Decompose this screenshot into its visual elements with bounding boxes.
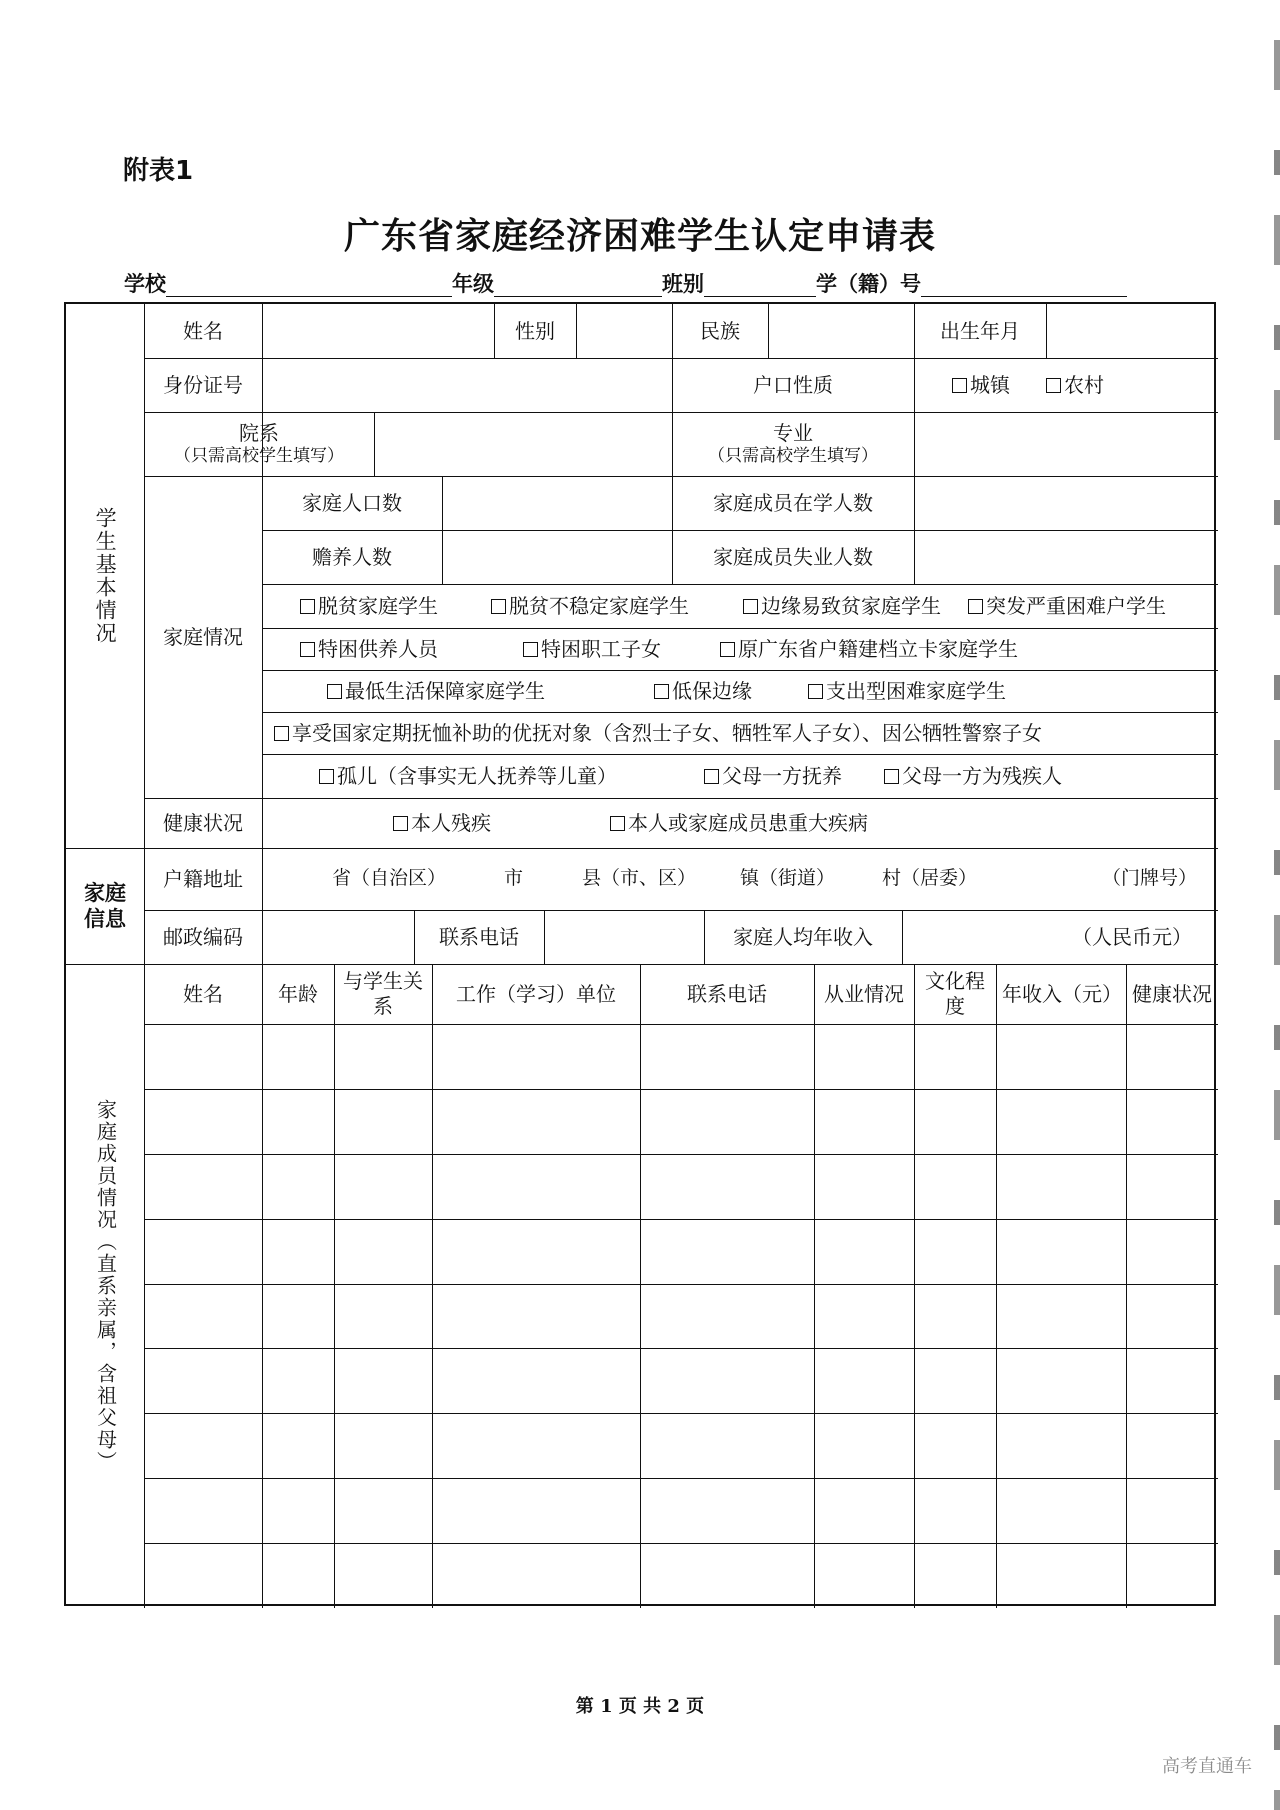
- unemployed-label: 家庭成员失业人数: [713, 544, 873, 569]
- member-col-name-cell[interactable]: [144, 1478, 262, 1543]
- member-col-relation-cell[interactable]: [334, 1284, 432, 1349]
- member-col-employment-cell[interactable]: [814, 1284, 914, 1349]
- member-col-education-cell[interactable]: [914, 1219, 996, 1284]
- member-col-age-cell[interactable]: [262, 1219, 334, 1284]
- member-col-workplace-cell[interactable]: [432, 1543, 640, 1608]
- section-members-label: 家庭成员情况（直系亲属，含祖父母）: [93, 1099, 118, 1473]
- member-col-health: 健康状况: [1132, 981, 1212, 1006]
- situation-row-1: [262, 584, 1218, 628]
- member-col-employment-cell[interactable]: [814, 1543, 914, 1608]
- member-col-workplace-cell[interactable]: [432, 1154, 640, 1219]
- member-col-phone-cell[interactable]: [640, 1284, 814, 1349]
- checkbox-icon[interactable]: [393, 816, 408, 831]
- member-col-workplace-cell[interactable]: [432, 1284, 640, 1349]
- member-col-workplace-cell[interactable]: [432, 1219, 640, 1284]
- major-note: （只需高校学生填写）: [708, 445, 878, 466]
- member-col-name-cell[interactable]: [144, 1284, 262, 1349]
- member-col-phone-cell[interactable]: [640, 1348, 814, 1413]
- health-label: 健康状况: [163, 810, 243, 835]
- member-col-name-cell[interactable]: [144, 1089, 262, 1154]
- member-col-name-cell[interactable]: [144, 1219, 262, 1284]
- checkbox-icon[interactable]: [704, 769, 719, 784]
- member-col-health-cell[interactable]: [1126, 1154, 1218, 1219]
- member-col-income-cell[interactable]: [996, 1154, 1126, 1219]
- member-col-income-cell[interactable]: [996, 1478, 1126, 1543]
- hukou-type-label: 户口性质: [753, 372, 833, 397]
- member-col-health-cell[interactable]: [1126, 1089, 1218, 1154]
- member-col-education: 文化程度: [925, 969, 985, 1018]
- option-special-support[interactable]: 特困供养人员: [274, 637, 464, 662]
- member-col-age-cell[interactable]: [262, 1089, 334, 1154]
- member-col-age: 年龄: [278, 981, 318, 1006]
- member-col-education-cell[interactable]: [914, 1089, 996, 1154]
- member-col-employment-cell[interactable]: [814, 1478, 914, 1543]
- member-col-phone: 联系电话: [687, 981, 767, 1006]
- members-in-school-label: 家庭成员在学人数: [713, 490, 873, 515]
- situation-row-3: [262, 670, 1218, 712]
- member-col-employment-cell[interactable]: [814, 1219, 914, 1284]
- member-col-relation-cell[interactable]: [334, 1478, 432, 1543]
- member-col-age-cell[interactable]: [262, 1154, 334, 1219]
- member-col-employment: 从业情况: [824, 981, 904, 1006]
- option-serious-illness[interactable]: 本人或家庭成员患重大疾病: [610, 811, 868, 836]
- member-col-health-cell[interactable]: [1126, 1543, 1218, 1608]
- checkbox-icon[interactable]: [327, 684, 342, 699]
- option-unstable-exit[interactable]: 脱贫不稳定家庭学生: [464, 594, 716, 619]
- member-col-phone-cell[interactable]: [640, 1024, 814, 1089]
- member-col-health-cell[interactable]: [1126, 1478, 1218, 1543]
- member-col-phone-cell[interactable]: [640, 1089, 814, 1154]
- member-col-education-cell[interactable]: [914, 1024, 996, 1089]
- member-col-relation: 与学生关系: [343, 969, 423, 1018]
- member-col-age-cell[interactable]: [262, 1284, 334, 1349]
- grade-label: 年级: [452, 271, 494, 296]
- member-col-name-cell[interactable]: [144, 1543, 262, 1608]
- checkbox-icon[interactable]: [274, 726, 289, 741]
- member-col-name-cell[interactable]: [144, 1154, 262, 1219]
- member-col-phone-cell[interactable]: [640, 1219, 814, 1284]
- member-col-age-cell[interactable]: [262, 1478, 334, 1543]
- id-number-label: 身份证号: [163, 372, 243, 397]
- grade-field[interactable]: [494, 270, 662, 297]
- checkbox-icon[interactable]: [884, 769, 899, 784]
- member-col-income-cell[interactable]: [996, 1219, 1126, 1284]
- situation-row-2: [262, 628, 1218, 670]
- member-col-phone-cell[interactable]: [640, 1478, 814, 1543]
- address-town: 镇（街道）: [740, 867, 836, 890]
- major-label: [672, 412, 914, 476]
- unemployed-input[interactable]: [914, 530, 1218, 584]
- application-form-table: [64, 302, 1216, 1606]
- health-options: [262, 798, 1218, 848]
- checkbox-icon[interactable]: [968, 599, 983, 614]
- section-basic-label: 学生基本情况: [93, 507, 118, 645]
- school-label: 学校: [124, 271, 166, 296]
- family-situation-label: 家庭情况: [163, 624, 243, 649]
- gender-label: 性别: [515, 318, 555, 343]
- member-col-education-cell[interactable]: [914, 1348, 996, 1413]
- option-martyr-families[interactable]: 享受国家定期抚恤补助的优抚对象（含烈士子女、牺牲军人子女）、因公牺牲警察子女: [274, 721, 1042, 746]
- member-col-income-cell[interactable]: [996, 1089, 1126, 1154]
- student-id-field[interactable]: [921, 270, 1127, 297]
- member-col-employment-cell[interactable]: [814, 1154, 914, 1219]
- scan-edge-artifact: [1274, 0, 1280, 1810]
- checkbox-icon[interactable]: [808, 684, 823, 699]
- member-col-workplace-cell[interactable]: [432, 1413, 640, 1478]
- address-label: 户籍地址: [163, 866, 243, 891]
- student-id-label: 学（籍）号: [816, 271, 921, 296]
- phone-label: 联系电话: [439, 924, 519, 949]
- member-col-income-cell[interactable]: [996, 1348, 1126, 1413]
- option-orphan[interactable]: 孤儿（含事实无人抚养等儿童）: [274, 764, 662, 789]
- member-col-health-cell[interactable]: [1126, 1348, 1218, 1413]
- member-col-income-cell[interactable]: [996, 1543, 1126, 1608]
- member-col-health-cell[interactable]: [1126, 1219, 1218, 1284]
- id-number-input[interactable]: [262, 358, 672, 412]
- checkbox-icon[interactable]: [491, 599, 506, 614]
- gender-input[interactable]: [576, 304, 672, 358]
- member-col-name: 姓名: [183, 981, 223, 1006]
- member-col-phone-cell[interactable]: [640, 1154, 814, 1219]
- department-input[interactable]: [374, 412, 672, 476]
- checkbox-icon[interactable]: [300, 642, 315, 657]
- member-col-age-cell[interactable]: [262, 1348, 334, 1413]
- postcode-input[interactable]: [262, 910, 414, 964]
- member-col-employment-cell[interactable]: [814, 1089, 914, 1154]
- checkbox-icon[interactable]: [319, 769, 334, 784]
- birth-input[interactable]: [1046, 304, 1218, 358]
- address-house-number: （门牌号）: [1102, 867, 1198, 890]
- major-label-text: 专业: [773, 420, 813, 445]
- members-in-school-input[interactable]: [914, 476, 1218, 530]
- birth-label: 出生年月: [940, 318, 1020, 343]
- class-field[interactable]: [704, 270, 816, 297]
- member-col-income-cell[interactable]: [996, 1024, 1126, 1089]
- section-family-info-label: [66, 848, 144, 964]
- postcode-label: 邮政编码: [163, 924, 243, 949]
- member-col-workplace-cell[interactable]: [432, 1478, 640, 1543]
- option-low-income-edge[interactable]: 低保边缘: [598, 679, 808, 704]
- major-input[interactable]: [914, 412, 1218, 476]
- checkbox-icon[interactable]: [952, 378, 967, 393]
- income-input[interactable]: [902, 910, 1218, 964]
- address-county: 县（市、区）: [582, 867, 697, 890]
- address-city: 市: [504, 867, 524, 890]
- member-col-education-cell[interactable]: [914, 1284, 996, 1349]
- member-col-education-cell[interactable]: [914, 1478, 996, 1543]
- option-parent-disabled[interactable]: 父母一方为残疾人: [884, 764, 1062, 789]
- address-province: 省（自治区）: [332, 867, 447, 890]
- member-col-name-cell[interactable]: [144, 1348, 262, 1413]
- member-col-health-cell[interactable]: [1126, 1284, 1218, 1349]
- member-col-workplace-cell[interactable]: [432, 1089, 640, 1154]
- member-col-education-cell[interactable]: [914, 1154, 996, 1219]
- member-col-relation-cell[interactable]: [334, 1024, 432, 1089]
- member-col-health-cell[interactable]: [1126, 1024, 1218, 1089]
- option-min-living[interactable]: 最低生活保障家庭学生: [274, 679, 598, 704]
- option-edge-poverty[interactable]: 边缘易致贫家庭学生: [716, 594, 968, 619]
- department-label: [144, 412, 374, 476]
- ethnicity-input[interactable]: [768, 304, 914, 358]
- member-col-income: 年收入（元）: [1002, 981, 1122, 1006]
- income-label: 家庭人均年收入: [733, 924, 873, 949]
- section-family-info-text: 家庭信息: [84, 879, 126, 931]
- member-col-relation-cell[interactable]: [334, 1413, 432, 1478]
- option-sudden-hardship[interactable]: 突发严重困难户学生: [968, 594, 1166, 619]
- school-field[interactable]: [166, 270, 452, 297]
- member-col-relation-cell[interactable]: [334, 1543, 432, 1608]
- member-col-workplace-cell[interactable]: [432, 1024, 640, 1089]
- family-size-label: 家庭人口数: [302, 490, 402, 515]
- checkbox-icon[interactable]: [720, 642, 735, 657]
- appendix-label: 附表1: [123, 156, 194, 186]
- checkbox-icon[interactable]: [610, 816, 625, 831]
- name-label: 姓名: [183, 318, 223, 343]
- member-col-name-cell[interactable]: [144, 1024, 262, 1089]
- checkbox-icon[interactable]: [743, 599, 758, 614]
- checkbox-icon[interactable]: [523, 642, 538, 657]
- member-col-name-cell[interactable]: [144, 1413, 262, 1478]
- member-col-income-cell[interactable]: [996, 1413, 1126, 1478]
- department-label-text: 院系: [239, 420, 279, 445]
- page-footer: 第 1 页 共 2 页: [575, 1696, 705, 1717]
- member-col-age-cell[interactable]: [262, 1024, 334, 1089]
- member-col-phone-cell[interactable]: [640, 1413, 814, 1478]
- ethnicity-label: 民族: [700, 318, 740, 343]
- member-col-relation-cell[interactable]: [334, 1219, 432, 1284]
- option-needy-worker-child[interactable]: 特困职工子女: [464, 637, 720, 662]
- dependents-input[interactable]: [442, 530, 672, 584]
- member-col-relation-cell[interactable]: [334, 1154, 432, 1219]
- option-single-parent[interactable]: 父母一方抚养: [662, 764, 884, 789]
- phone-input[interactable]: [544, 910, 704, 964]
- family-size-input[interactable]: [442, 476, 672, 530]
- member-col-workplace-cell[interactable]: [432, 1348, 640, 1413]
- member-col-workplace: 工作（学习）单位: [456, 981, 616, 1006]
- checkbox-icon[interactable]: [1046, 378, 1061, 393]
- option-registered-poor[interactable]: 原广东省户籍建档立卡家庭学生: [720, 637, 1018, 662]
- checkbox-icon[interactable]: [654, 684, 669, 699]
- member-col-education-cell[interactable]: [914, 1413, 996, 1478]
- member-col-phone-cell[interactable]: [640, 1543, 814, 1608]
- member-col-health-cell[interactable]: [1126, 1413, 1218, 1478]
- form-title: 广东省家庭经济困难学生认定申请表: [343, 215, 936, 257]
- header-info-line: [124, 270, 1127, 304]
- member-col-relation-cell[interactable]: [334, 1089, 432, 1154]
- address-village: 村（居委）: [882, 867, 978, 890]
- situation-row-4: [262, 712, 1218, 754]
- department-note: （只需高校学生填写）: [174, 445, 344, 466]
- member-col-relation-cell[interactable]: [334, 1348, 432, 1413]
- hukou-options: [914, 358, 1218, 412]
- member-col-income-cell[interactable]: [996, 1284, 1126, 1349]
- watermark: 高考直通车: [1162, 1756, 1252, 1777]
- income-unit: （人民币元）: [1072, 924, 1192, 949]
- member-col-employment-cell[interactable]: [814, 1348, 914, 1413]
- hukou-option-rural[interactable]: 农村: [1046, 373, 1104, 398]
- hukou-option-urban[interactable]: 城镇: [952, 373, 1010, 398]
- class-label: 班别: [662, 271, 704, 296]
- checkbox-icon[interactable]: [300, 599, 315, 614]
- name-input[interactable]: [262, 304, 494, 358]
- member-col-age-cell[interactable]: [262, 1543, 334, 1608]
- member-col-employment-cell[interactable]: [814, 1413, 914, 1478]
- situation-row-5: [262, 754, 1218, 798]
- option-expenditure-hardship[interactable]: 支出型困难家庭学生: [808, 679, 1006, 704]
- option-poverty-exited[interactable]: 脱贫家庭学生: [274, 594, 464, 619]
- member-col-education-cell[interactable]: [914, 1543, 996, 1608]
- option-self-disabled[interactable]: 本人残疾: [274, 811, 610, 836]
- member-col-age-cell[interactable]: [262, 1413, 334, 1478]
- address-field[interactable]: [262, 848, 1218, 910]
- member-col-employment-cell[interactable]: [814, 1024, 914, 1089]
- dependents-label: 赡养人数: [312, 544, 392, 569]
